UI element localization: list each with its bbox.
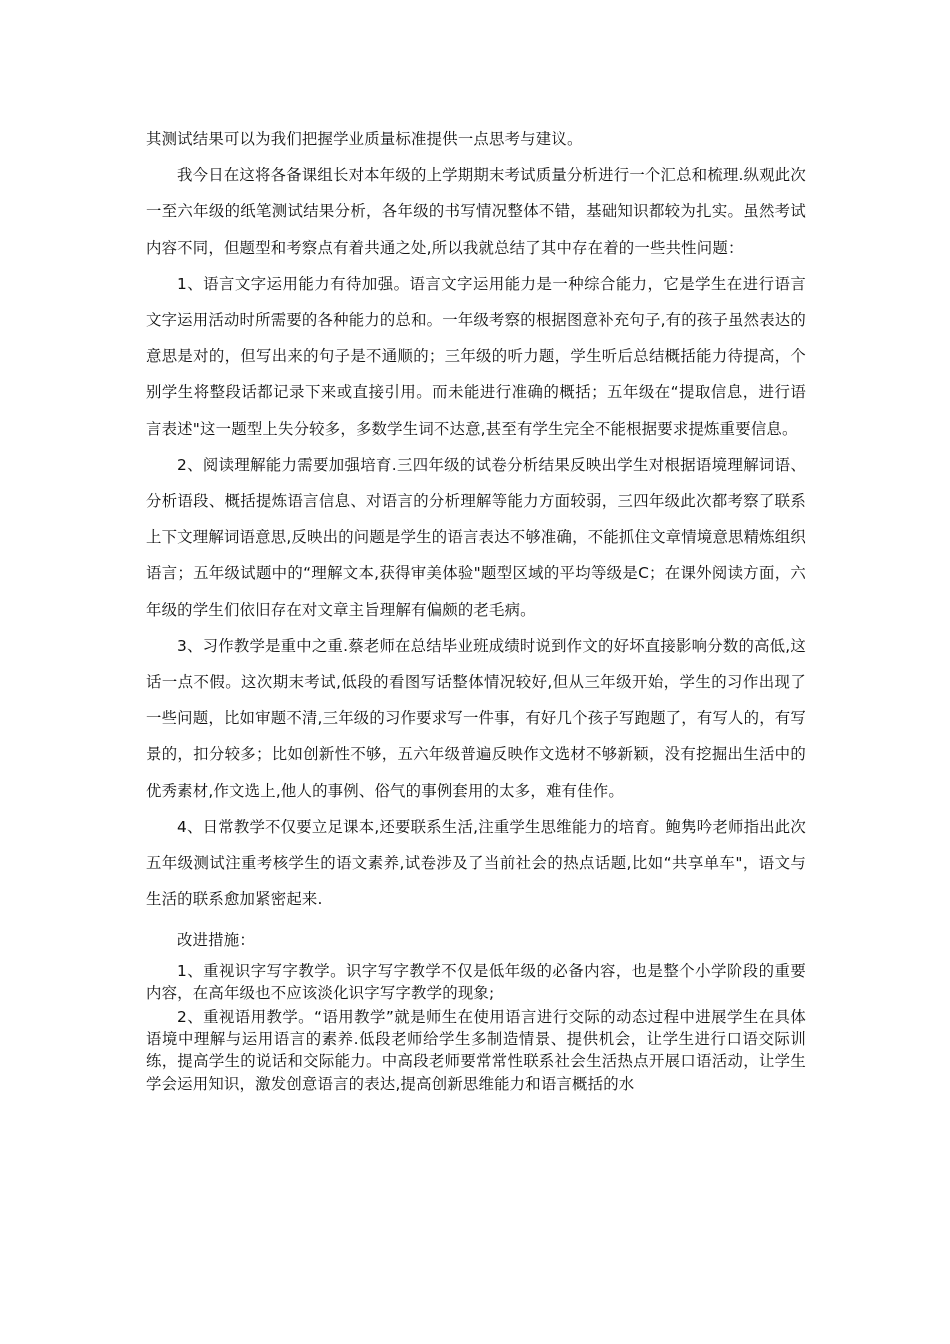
paragraph-problem-3: 3、习作教学是重中之重.蔡老师在总结毕业班成绩时说到作文的好坏直接影响分数的高低,这话一点不假。这次期末考试,低段的看图写话整体情况较好,但从三年级开始，学生的习作出现了一些问题，比如审题不清,三年级的习作要求写一件事，有好几个孩子写跑题了，有写人的，有写景的，扣分较多；比如创新性不够，五六年级普遍反映作文选材不够新颖，没有挖掘出生活中的优秀素材,作文选上,他人的事例、俗气的事例套用的太多，难有佳作。 — [146, 636, 806, 800]
measures-section — [146, 929, 806, 1094]
paragraph-summary: 我今日在这将各备课组长对本年级的上学期期末考试质量分析进行一个汇总和梳理.纵观此次一至六年级的纸笔测试结果分析，各年级的书写情况整体不错，基础知识都较为扎实。虽然考试内容不同，但题型和考察点有着共通之处,所以我就总结了其中存在着的一些共性问题： — [146, 166, 806, 257]
analysis-section — [146, 121, 806, 917]
measures-heading: 改进措施： — [177, 931, 255, 950]
paragraph-problem-2: 2、阅读理解能力需要加强培育.三四年级的试卷分析结果反映出学生对根据语境理解词语、分析语段、概括提炼语言信息、对语言的分析理解等能力方面较弱，三四年级此次都考察了联系上下文理解词语意思,反映出的问题是学生的语言表达不够准确，不能抓住文章情境意思精炼组织语言；五年级试题中的“理解文本,获得审美体验"题型区域的平均等级是C；在课外阅读方面，六年级的学生们依旧存在对文章主旨理解有偏颇的老毛病。 — [146, 455, 806, 619]
measure-item-2: 2、重视语用教学。“语用教学”就是师生在使用语言进行交际的动态过程中进展学生在具体语境中理解与运用语言的素养.低段老师给学生多制造情景、提供机会，让学生进行口语交际训练，提高学生的说话和交际能力。中高段老师要常常性联系社会生活热点开展口语活动，让学生学会运用知识，激发创意语言的表达,提高创新思维能力和语言概括的水 — [146, 1008, 806, 1093]
paragraph-intro-end: 其测试结果可以为我们把握学业质量标准提供一点思考与建议。 — [146, 130, 583, 148]
paragraph-problem-1: 1、语言文字运用能力有待加强。语言文字运用能力是一种综合能力，它是学生在进行语言文字运用活动时所需要的各种能力的总和。一年级考察的根据图意补充句子,有的孩子虽然表达的意思是对的，但写出来的句子是不通顺的；三年级的听力题，学生听后总结概括能力待提高，个别学生将整段话都记录下来或直接引用。而未能进行准确的概括；五年级在“提取信息，进行语言表述"这一题型上失分较多，多数学生词不达意,甚至有学生完全不能根据要求提炼重要信息。 — [146, 274, 806, 438]
paragraph-problem-4: 4、日常教学不仅要立足课本,还要联系生活,注重学生思维能力的培育。鲍隽吟老师指出此次五年级测试注重考核学生的语文素养,试卷涉及了当前社会的热点话题,比如“共享单车"，语文与生活的联系愈加紧密起来. — [146, 817, 806, 909]
measure-item-1: 1、重视识字写字教学。识字写字教学不仅是低年级的必备内容，也是整个小学阶段的重要内容，在高年级也不应该淡化识字写字教学的现象; — [146, 961, 806, 1002]
document-body — [146, 121, 806, 1097]
